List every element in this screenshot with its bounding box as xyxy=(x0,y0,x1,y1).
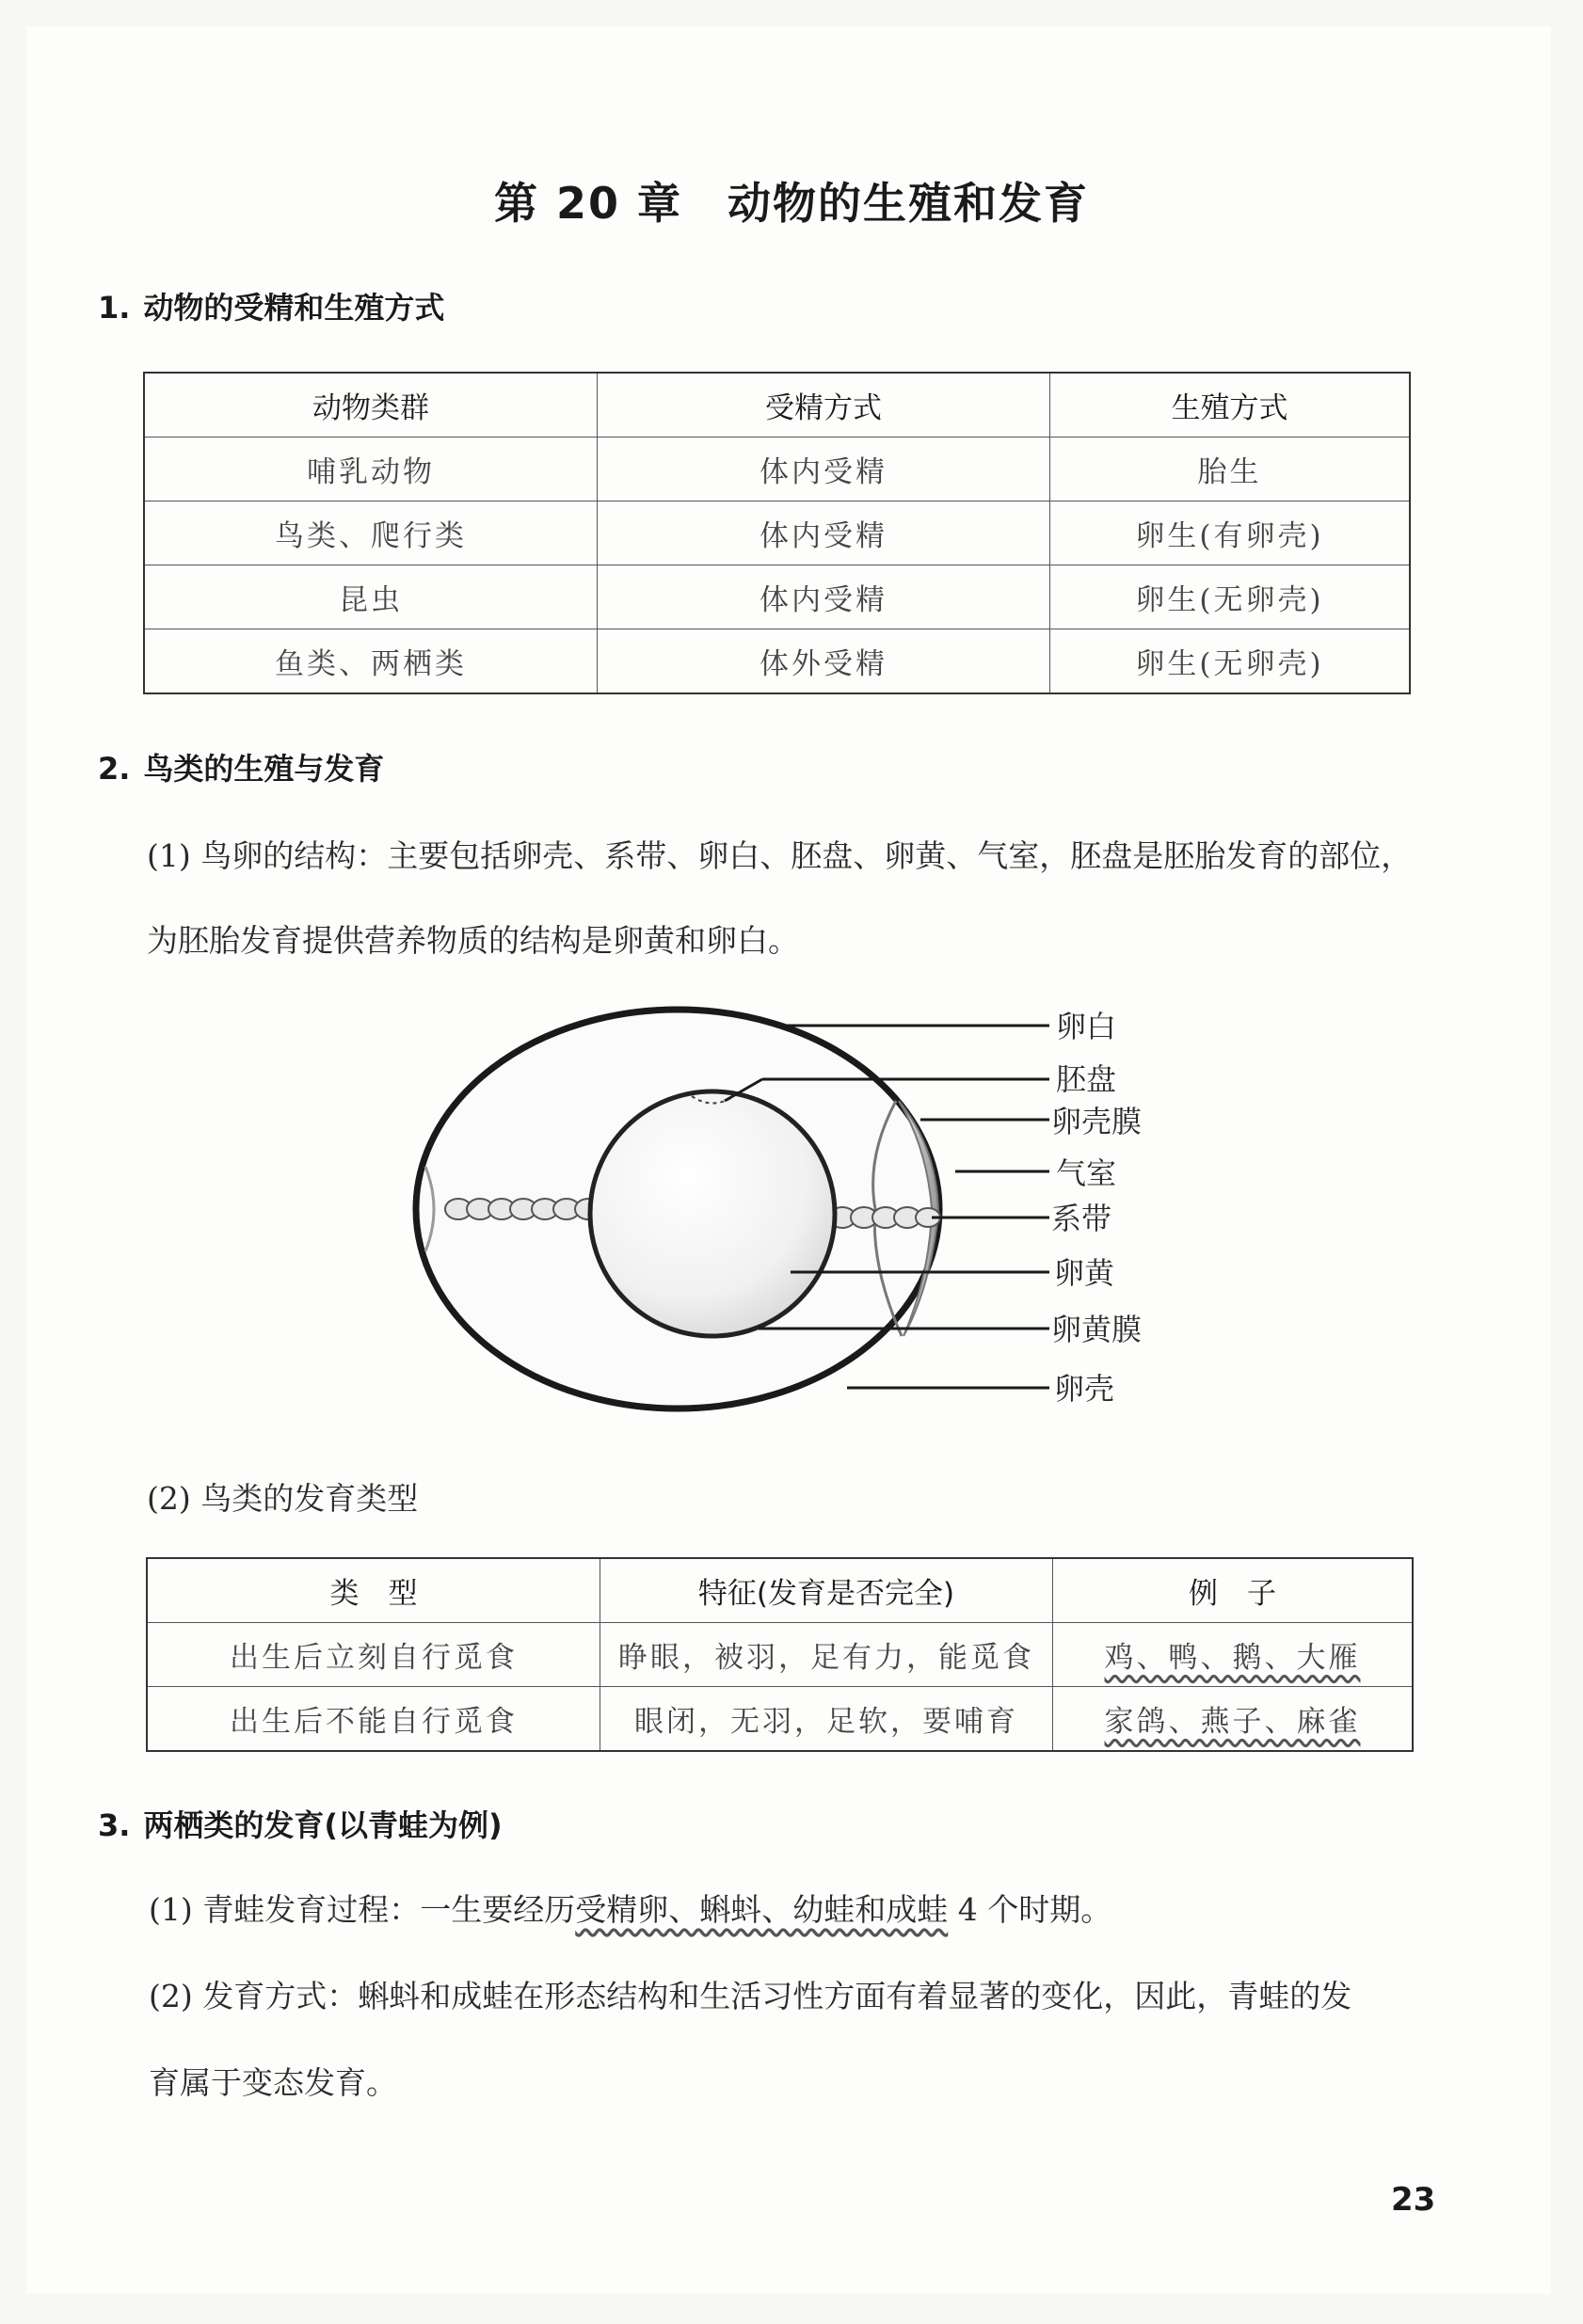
label-air-chamber: 气室 xyxy=(1056,1155,1117,1191)
section-number: 3. xyxy=(98,1807,131,1843)
frog-development-line1: (2) 发育方式：蝌蚪和成蛙在形态结构和生活习性方面有着显著的变化，因此，青蛙的发 xyxy=(149,1978,1352,2014)
table-cell: 鱼类、两栖类 xyxy=(144,629,598,694)
table-header: 生殖方式 xyxy=(1050,373,1411,438)
label-chalaza: 系带 xyxy=(1051,1201,1112,1236)
table-header: 类 型 xyxy=(147,1558,600,1623)
section-3-heading xyxy=(98,1802,503,1845)
table-cell: 体内受精 xyxy=(598,565,1050,629)
left-chalaza xyxy=(445,1199,601,1219)
label-yolk: 卵黄 xyxy=(1054,1255,1115,1291)
table-cell: 昆虫 xyxy=(144,565,598,629)
table-header: 特征(发育是否完全) xyxy=(600,1558,1053,1623)
table-cell: 体内受精 xyxy=(598,438,1050,501)
table-cell: 胎生 xyxy=(1050,438,1411,501)
page-number: 23 xyxy=(1391,2181,1436,2219)
table-cell: 哺乳动物 xyxy=(144,438,598,501)
section-number: 1. xyxy=(98,290,131,326)
example-birds: 家鸽、燕子、麻雀 xyxy=(1104,1705,1361,1739)
frog-process-suffix: 4 个时期。 xyxy=(948,1891,1112,1928)
egg-structure-text-line2: 为胚胎发育提供营养物质的结构是卵黄和卵白。 xyxy=(147,922,799,959)
label-yolk-membrane: 卵黄膜 xyxy=(1051,1312,1143,1347)
table-header: 例 子 xyxy=(1053,1558,1414,1623)
label-shell-membrane: 卵壳膜 xyxy=(1051,1104,1143,1139)
label-albumen: 卵白 xyxy=(1056,1009,1117,1044)
section-number: 2. xyxy=(98,751,131,787)
frog-development-line2: 育属于变态发育。 xyxy=(149,2064,397,2101)
label-shell: 卵壳 xyxy=(1054,1371,1115,1407)
section-title: 动物的受精和生殖方式 xyxy=(143,290,445,326)
right-chalaza xyxy=(829,1207,940,1228)
table-header: 动物类群 xyxy=(144,373,598,438)
table-cell xyxy=(1053,1623,1414,1687)
table-row xyxy=(147,1687,1413,1752)
chapter-title: 第 20 章 动物的生殖和发育 xyxy=(493,178,1090,229)
table-header-row xyxy=(147,1558,1413,1623)
table-cell: 出生后立刻自行觅食 xyxy=(147,1623,600,1687)
section-title: 鸟类的生殖与发育 xyxy=(143,751,385,787)
development-types-caption: (2) 鸟类的发育类型 xyxy=(147,1480,419,1517)
egg-structure-text-line1: (1) 鸟卵的结构：主要包括卵壳、系带、卵白、胚盘、卵黄、气室，胚盘是胚胎发育的部位， xyxy=(147,837,1413,874)
example-birds: 鸡、鸭、鹅、大雁 xyxy=(1104,1641,1361,1675)
table-header: 受精方式 xyxy=(598,373,1050,438)
table-cell xyxy=(1053,1687,1414,1752)
table-cell: 卵生(无卵壳) xyxy=(1050,565,1411,629)
table-cell: 卵生(无卵壳) xyxy=(1050,629,1411,694)
frog-process-prefix: (1) 青蛙发育过程：一生要经历 xyxy=(149,1891,576,1928)
table-cell: 眼闭，无羽，足软，要哺育 xyxy=(600,1687,1053,1752)
table-cell: 体外受精 xyxy=(598,629,1050,694)
section-title: 两栖类的发育(以青蛙为例) xyxy=(143,1807,503,1843)
table-row xyxy=(147,1623,1413,1687)
frog-process-text xyxy=(149,1886,1447,1930)
table-cell: 卵生(有卵壳) xyxy=(1050,501,1411,565)
yolk xyxy=(590,1091,835,1336)
label-germinal-disc: 胚盘 xyxy=(1056,1061,1117,1097)
bird-development-table xyxy=(146,1557,1414,1752)
table-cell: 鸟类、爬行类 xyxy=(144,501,598,565)
table-cell: 睁眼，被羽，足有力，能觅食 xyxy=(600,1623,1053,1687)
table-cell: 出生后不能自行觅食 xyxy=(147,1687,600,1752)
frog-stages: 受精卵、蝌蚪、幼蛙和成蛙 xyxy=(575,1891,949,1928)
table-cell: 体内受精 xyxy=(598,501,1050,565)
